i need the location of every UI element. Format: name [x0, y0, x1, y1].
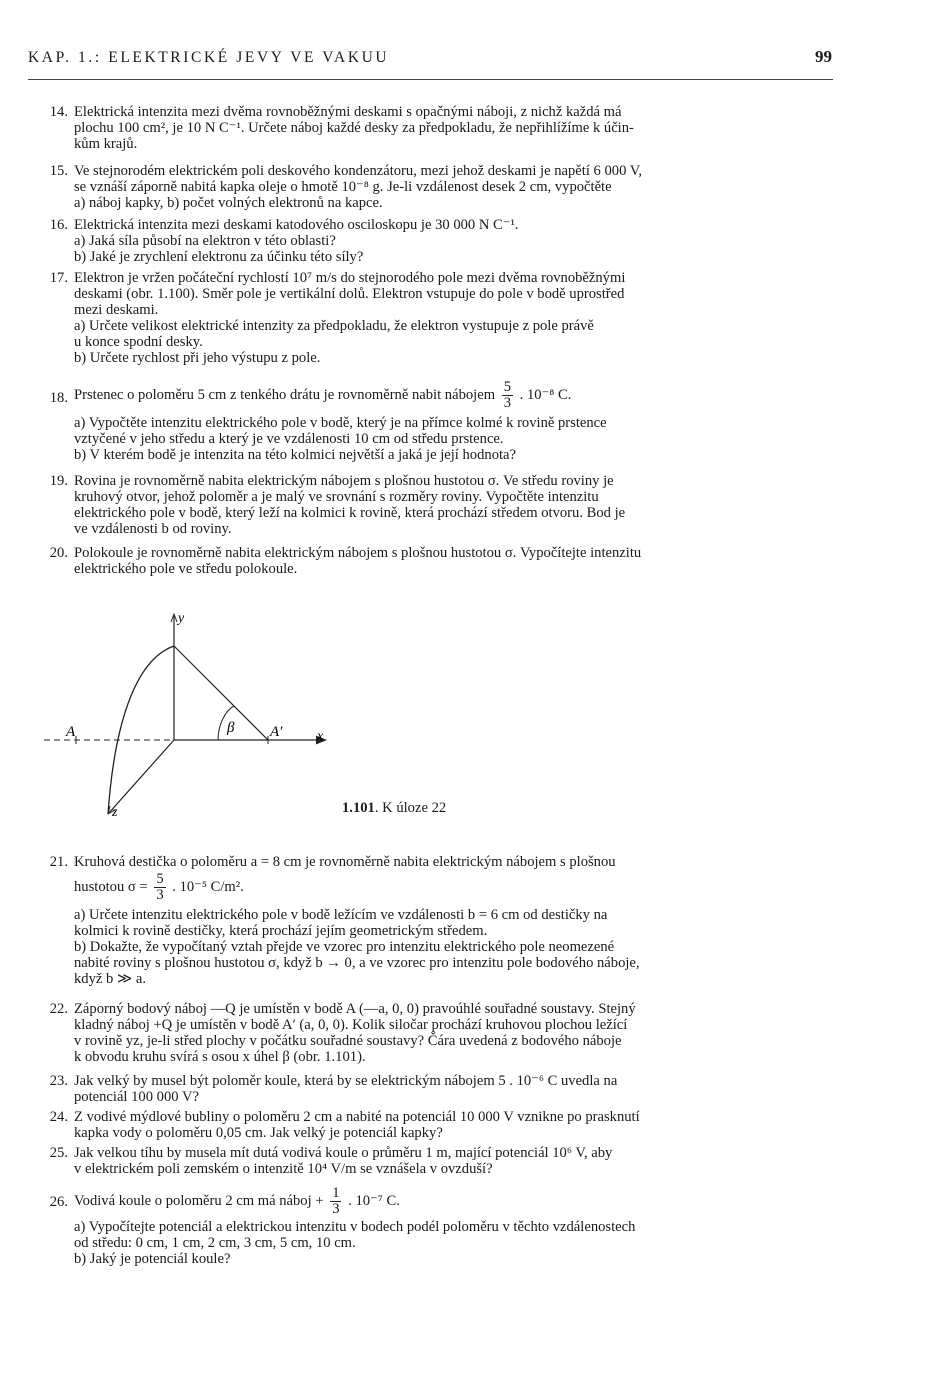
fraction	[330, 1186, 341, 1217]
problem-text: Polokoule je rovnoměrně nabita elektrickým nábojem s plošnou hustotou σ. Vypočítejte intenzitu	[74, 545, 642, 561]
subquestion-a: a) Určete intenzitu elektrického pole v bodě ležícím ve vzdálenosti b = 6 cm od destičky na	[74, 907, 608, 923]
subquestion-a: od středu: 0 cm, 1 cm, 2 cm, 3 cm, 5 cm, 10 cm.	[74, 1235, 356, 1252]
problem-24	[28, 1109, 834, 1141]
problem-text: Kruhová destička o poloměru a = 8 cm je rovnoměrně nabita elektrickým nábojem s plošnou	[74, 854, 616, 870]
problem-number: 21.	[49, 854, 68, 870]
running-header	[28, 49, 832, 73]
label-z: z	[112, 805, 118, 820]
fraction-numerator: 5	[503, 379, 512, 396]
fraction	[154, 872, 165, 903]
problem-number: 26.	[49, 1194, 68, 1210]
subquestion-a: a) Jaká síla působí na elektron v této oblasti?	[74, 233, 336, 249]
problem-text: Ve stejnorodém elektrickém poli deskového kondenzátoru, mezi jehož deskami je napětí 6 000 V,	[74, 163, 643, 179]
subquestion-a: a) Vypočtěte intenzitu elektrického pole v bodě, který je na přímce kolmé k rovině prstence	[74, 415, 607, 432]
problem-number: 24.	[49, 1109, 68, 1125]
label-a: A	[66, 724, 76, 740]
problem-26	[28, 1185, 834, 1267]
label-y: y	[178, 611, 185, 626]
problem-text: kladný náboj +Q je umístěn v bodě A′ (a, 0, 0). Kolik siločar prochází kruhovou plochou ležící	[74, 1017, 628, 1033]
problem-text: ve vzdálenosti b od roviny.	[74, 521, 232, 537]
subquestion-a: vztyčené v jeho středu a který je ve vzdálenosti 10 cm od středu prstence.	[74, 431, 504, 448]
label-beta: β	[227, 720, 235, 736]
problem-text: elektrického pole v bodě, který leží na kolmici k rovině, která prochází středem otvoru. Bod je	[74, 505, 626, 521]
field-line	[174, 646, 268, 740]
problem-15	[28, 163, 834, 211]
problem-text: Prstenec o poloměru 5 cm z tenkého drátu je rovnoměrně nabit nábojem	[74, 387, 496, 403]
problem-text: Vodivá koule o poloměru 2 cm má náboj +	[74, 1193, 324, 1209]
problem-number: 14.	[49, 104, 68, 120]
figure-caption	[342, 800, 446, 817]
figure-caption-text: . K úloze 22	[374, 800, 447, 816]
page-number: 99	[815, 47, 832, 66]
problem-text: deskami (obr. 1.100). Směr pole je vertikální dolů. Elektron vstupuje do pole v bodě uprostřed	[74, 286, 625, 302]
subquestion-b: když b ≫ a.	[74, 971, 147, 987]
problem-number: 19.	[49, 473, 68, 489]
fraction	[502, 380, 513, 411]
subquestion-a: kolmici k rovině destičky, která prochází jejím geometrickým středem.	[74, 923, 488, 939]
problem-number: 20.	[49, 545, 68, 561]
problem-16	[28, 217, 834, 265]
problem-22	[28, 1001, 834, 1065]
fraction-denominator: 3	[332, 1201, 340, 1218]
subquestion-b: nabité roviny s plošnou hustotou σ, když b → 0, a ve vzorec pro intenzitu pole bodového náboje,	[74, 955, 640, 971]
figure-1-101	[30, 608, 350, 828]
problem-number: 22.	[49, 1001, 68, 1017]
problem-text: plochu 100 cm², je 10 N C⁻¹. Určete náboj každé desky za předpokladu, že nepřihlížíme k účin-	[74, 120, 634, 136]
figure-number: 1.101	[342, 800, 375, 816]
disc-arc	[108, 646, 174, 814]
fraction-numerator: 5	[156, 871, 164, 888]
problem-text: Z vodivé mýdlové bubliny o poloměru 2 cm a nabité na potenciál 10 000 V vznikne po prasknutí	[74, 1109, 640, 1125]
problem-text: v rovině yz, je-li střed plochy v počátku souřadné soustavy? Čára uvedená z bodového náboje	[74, 1033, 622, 1049]
problem-number: 16.	[49, 217, 68, 233]
problem-17	[28, 270, 834, 366]
problem-25	[28, 1145, 834, 1177]
problem-14	[28, 104, 834, 152]
problem-number: 25.	[49, 1145, 68, 1161]
problem-number: 15.	[49, 163, 68, 179]
fraction-numerator: 1	[332, 1185, 340, 1202]
problem-text: . 10⁻⁷ C.	[348, 1193, 400, 1209]
problem-text: kapka vody o poloměru 0,05 cm. Jak velký je potenciál kapky?	[74, 1125, 443, 1141]
problem-text: hustotou σ =	[74, 879, 148, 895]
problem-text	[74, 380, 834, 411]
problem-text: Elektrická intenzita mezi deskami katodového osciloskopu je 30 000 N C⁻¹.	[74, 217, 519, 233]
subquestion-b: b) Určete rychlost při jeho výstupu z pole.	[74, 350, 321, 366]
subquestion-b: b) Jaký je potenciál koule?	[74, 1251, 231, 1268]
fraction-denominator: 3	[156, 887, 164, 904]
problem-21	[28, 854, 834, 987]
problem-text: kruhový otvor, jehož poloměr a je malý ve srovnání s rozměry roviny. Vypočtěte intenzitu	[74, 489, 599, 505]
problem-text: v elektrickém poli zemském o intenzitě 10⁴ V/m se vznášela v ovzduší?	[74, 1161, 493, 1177]
problem-text	[74, 1185, 834, 1217]
problem-text: elektrického pole ve středu polokoule.	[74, 561, 298, 577]
z-axis	[108, 740, 174, 814]
problem-text: mezi deskami.	[74, 302, 159, 318]
subquestion-a: a) Určete velikost elektrické intenzity za předpokladu, že elektron vystupuje z pole právě	[74, 318, 594, 334]
problem-text: a) náboj kapky, b) počet volných elektronů na kapce.	[74, 195, 383, 211]
problem-text: se vznáší záporně nabitá kapka oleje o hmotě 10⁻⁸ g. Je-li vzdálenost desek 2 cm, vypočtěte	[74, 179, 612, 195]
subquestion-b: b) Jaké je zrychlení elektronu za účinku této síly?	[74, 249, 364, 265]
problem-text: potenciál 100 000 V?	[74, 1089, 199, 1105]
problem-text: Jak velkou tíhu by musela mít dutá vodivá koule o průměru 1 m, mající potenciál 10⁶ V, aby	[74, 1145, 613, 1161]
problem-23	[28, 1073, 834, 1105]
subquestion-b: b) Dokažte, že vypočítaný vztah přejde ve vzorec pro intenzitu elektrického pole neomezené	[74, 939, 615, 955]
problem-text: Elektrická intenzita mezi dvěma rovnoběžnými deskami s opačnými náboji, z nichž každá má	[74, 104, 622, 120]
subquestion-a: a) Vypočítejte potenciál a elektrickou intenzitu v bodech podél poloměru v těchto vzdálenostech	[74, 1219, 636, 1236]
subquestion-b: b) V kterém bodě je intenzita na této kolmici největší a jaká je její hodnota?	[74, 447, 516, 464]
problem-18	[28, 380, 834, 463]
fraction-denominator: 3	[503, 395, 512, 412]
problem-text: kům krajů.	[74, 136, 138, 152]
chapter-title: KAP. 1.: ELEKTRICKÉ JEVY VE VAKUU	[28, 49, 390, 66]
problem-text: . 10⁻⁸ C.	[519, 387, 572, 403]
problem-text: . 10⁻⁵ C/m².	[172, 879, 244, 895]
problem-number: 23.	[49, 1073, 68, 1089]
problem-text	[74, 870, 834, 904]
subquestion-a: u konce spodní desky.	[74, 334, 203, 350]
problem-number: 17.	[49, 270, 68, 286]
problem-number: 18.	[49, 390, 68, 406]
label-x: x	[317, 729, 324, 744]
problem-20	[28, 545, 834, 577]
problem-text: Rovina je rovnoměrně nabita elektrickým nábojem s plošnou hustotou σ. Ve středu roviny je	[74, 473, 614, 489]
problem-text: k obvodu kruhu svírá s osou x úhel β (obr. 1.101).	[74, 1049, 366, 1065]
problem-19	[28, 473, 834, 537]
problem-text: Záporný bodový náboj —Q je umístěn v bodě A (—a, 0, 0) pravoúhlé souřadné soustavy. Stejný	[74, 1001, 636, 1017]
problem-text: Jak velký by musel být poloměr koule, která by se elektrickým nábojem 5 . 10⁻⁶ C uvedla na	[74, 1073, 618, 1089]
header-rule	[28, 79, 833, 80]
label-a-prime: A′	[270, 724, 283, 740]
problem-text: Elektron je vržen počáteční rychlostí 10⁷ m/s do stejnorodého pole mezi dvěma rovnoběžnými	[74, 270, 626, 286]
